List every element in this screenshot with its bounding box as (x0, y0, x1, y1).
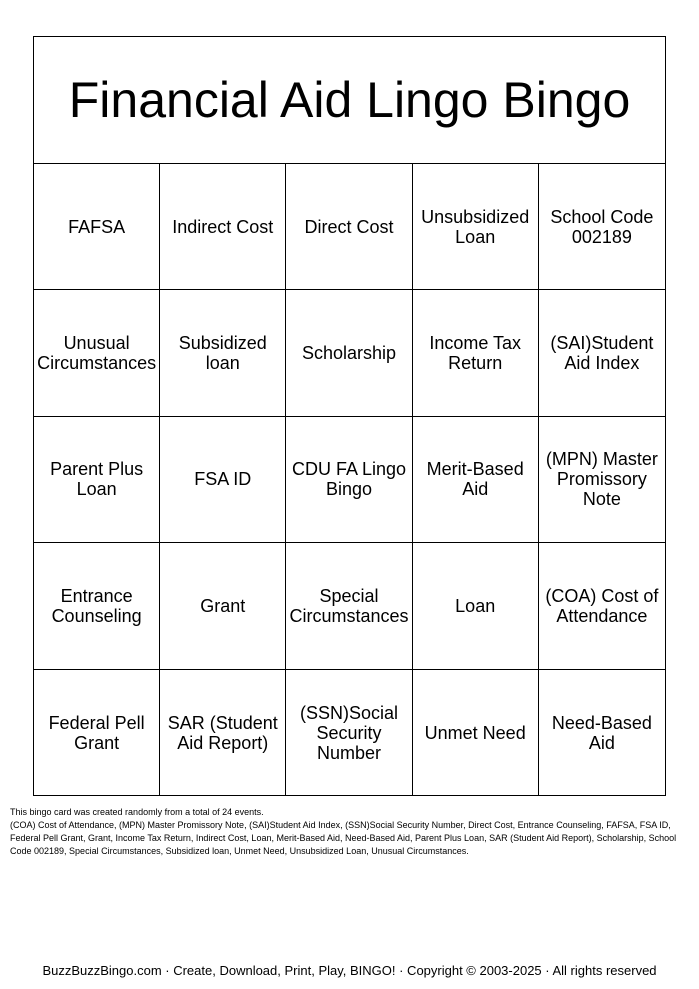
bingo-cell: Federal Pell Grant (34, 670, 160, 796)
bingo-cell: CDU FA Lingo Bingo (286, 417, 412, 543)
bingo-cell: Subsidized loan (160, 290, 286, 416)
site-footer: BuzzBuzzBingo.com · Create, Download, Print, Play, BINGO! · Copyright © 2003-2025 · All rights reserved (42, 963, 657, 978)
bingo-cell: Unusual Circumstances (34, 290, 160, 416)
bingo-cell: FSA ID (160, 417, 286, 543)
bingo-cell: Merit-Based Aid (413, 417, 539, 543)
bingo-cell: (COA) Cost of Attendance (539, 543, 665, 669)
bingo-cell: Parent Plus Loan (34, 417, 160, 543)
bingo-card (33, 36, 666, 796)
note-intro: This bingo card was created randomly from a total of 24 events. (10, 807, 264, 817)
bingo-cell: SAR (Student Aid Report) (160, 670, 286, 796)
bingo-cell: Entrance Counseling (34, 543, 160, 669)
bingo-cell: (SSN)Social Security Number (286, 670, 412, 796)
bingo-cell: Grant (160, 543, 286, 669)
bingo-cell: Income Tax Return (413, 290, 539, 416)
bingo-grid (34, 164, 665, 796)
bingo-cell: FAFSA (34, 164, 160, 290)
card-title: Financial Aid Lingo Bingo (34, 37, 665, 164)
bingo-cell: Direct Cost (286, 164, 412, 290)
generation-note (10, 806, 690, 858)
bingo-cell: Unsubsidized Loan (413, 164, 539, 290)
bingo-cell: (MPN) Master Promissory Note (539, 417, 665, 543)
note-events-list: (COA) Cost of Attendance, (MPN) Master Promissory Note, (SAI)Student Aid Index, (SSN)Social Security Number, Direct Cost, Entrance Counseling, FAFSA, FSA ID, Federal Pell Grant, Grant, Income Tax Return, Indirect Cost, Loan, Merit-Based Aid, Need-Based Aid, Parent Plus Loan, SAR (Student Aid Report), Scholarship, School Code 002189, Special Circumstances, Subsidized loan, Unmet Need, Unsubsidized Loan, Unusual Circumstances. (10, 820, 677, 856)
bingo-cell: Special Circumstances (286, 543, 412, 669)
bingo-cell: Loan (413, 543, 539, 669)
bingo-cell: Indirect Cost (160, 164, 286, 290)
bingo-cell: Need-Based Aid (551, 712, 652, 753)
bingo-cell: (SAI)Student Aid Index (539, 290, 665, 416)
bingo-cell: Scholarship (286, 290, 412, 416)
bingo-cell: Unmet Need (413, 670, 539, 796)
bingo-cell: School Code 002189 (539, 164, 665, 290)
